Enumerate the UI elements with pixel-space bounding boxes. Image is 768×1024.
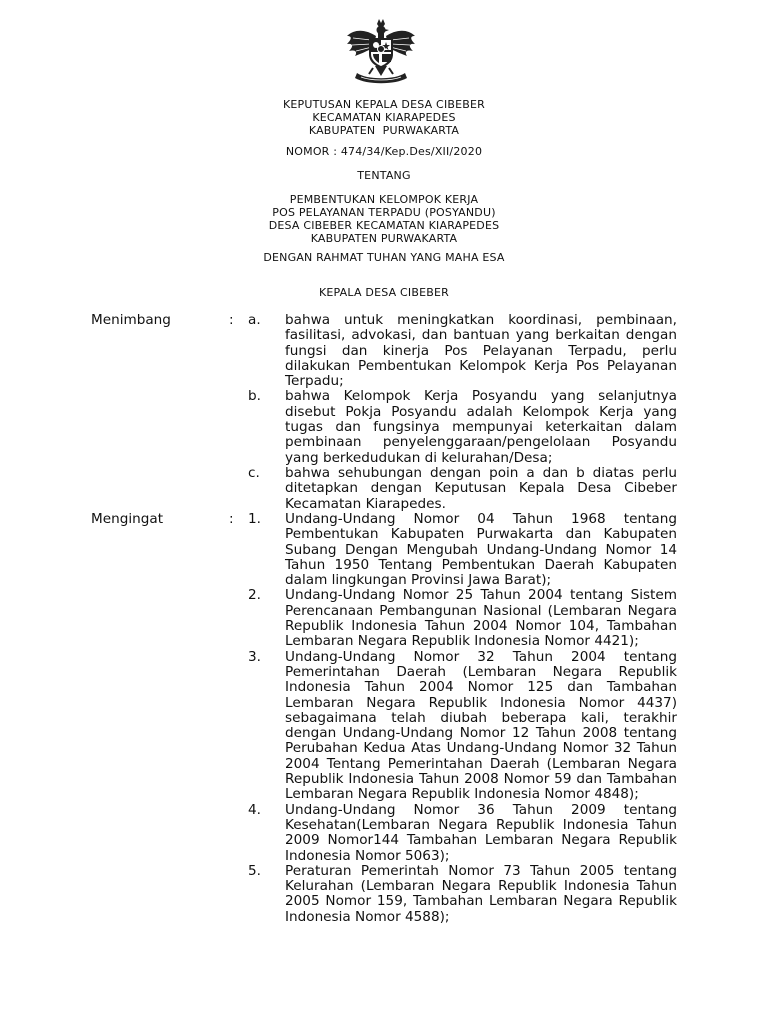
- title-line: KABUPATEN PURWAKARTA: [308, 124, 460, 137]
- list-item: [0, 313, 768, 389]
- menimbang-section: [0, 313, 768, 512]
- item-text: Undang-Undang Nomor 25 Tahun 2004 tentang Sistem Perencanaan Pembangunan Nasional (Lembaran Negara Republik Indonesia Tahun 2004 Nomor 104, Tambahan Lembaran Negara Republik Indonesia Nomor 4421);: [285, 587, 677, 650]
- item-marker: b.: [248, 388, 261, 405]
- item-text: Undang-Undang Nomor 32 Tahun 2004 tentang Pemerintahan Daerah (Lembaran Negara Republik Indonesia Tahun 2004 Nomor 125 dan Tambahan Lembaran Negara Republik Indonesia Nomor 4437) sebagaimana telah diubah beberapa kali, terakhir dengan Undang-Undang Nomor 12 Tahun 2008 tentang Perubahan Kedua Atas Undang-Undang Nomor 32 Tahun 2004 Tentang Pemerintahan Daerah (Lembaran Negara Republik Indonesia Tahun 2008 Nomor 59 dan Tambahan Lembaran Negara Republik Indonesia Nomor 4848);: [285, 648, 677, 803]
- item-marker: 1.: [248, 511, 261, 527]
- section-colon: :: [229, 312, 234, 328]
- title-line: KECAMATAN KIARAPEDES: [312, 111, 456, 124]
- list-item: [0, 803, 768, 864]
- subject-line: DESA CIBEBER KECAMATAN KIARAPEDES: [268, 219, 500, 232]
- item-marker: 3.: [248, 648, 261, 665]
- issuer-text: KEPALA DESA CIBEBER: [318, 286, 449, 299]
- decree-number: [0, 145, 768, 158]
- item-text: Undang-Undang Nomor 36 Tahun 2009 tentang Kesehatan(Lembaran Negara Republik Indonesia Tahun 2009 Nomor144 Tambahan Lembaran Negara Republik Indonesia Nomor 5063);: [285, 801, 677, 864]
- item-text: bahwa untuk meningkatkan koordinasi, pembinaan, fasilitasi, advokasi, dan bantuan yang berkaitan dengan fungsi dan kinerja Pos Pelayanan Terpadu, perlu dilakukan Pembentukan Kelompok Kerja Pos Pelayanan Terpadu;: [285, 312, 677, 390]
- decree-title: [0, 98, 768, 137]
- section-colon: :: [229, 511, 234, 527]
- list-item: [0, 512, 768, 588]
- section-label: Mengingat: [91, 511, 164, 527]
- item-text: Peraturan Pemerintah Nomor 73 Tahun 2005 tentang Kelurahan (Lembaran Negara Republik Indonesia Tahun 2005 Nomor 159, Tambahan Lembaran Negara Republik Indonesia Nomor 4588);: [285, 862, 677, 925]
- section-label: Menimbang: [91, 312, 171, 328]
- title-line: KEPUTUSAN KEPALA DESA CIBEBER: [282, 98, 486, 111]
- list-item: [0, 389, 768, 465]
- mengingat-section: [0, 512, 768, 925]
- rahmat-line: [0, 251, 768, 264]
- list-item: [0, 650, 768, 803]
- item-text: bahwa sehubungan dengan poin a dan b diatas perlu ditetapkan dengan Keputusan Kepala Desa Cibeber Kecamatan Kiarapedes.: [285, 464, 677, 512]
- decree-subject: [0, 193, 768, 245]
- list-item: [0, 864, 768, 925]
- item-marker: 5.: [248, 862, 261, 879]
- subject-line: KABUPATEN PURWAKARTA: [310, 232, 458, 245]
- item-marker: 4.: [248, 801, 261, 818]
- list-item: [0, 466, 768, 512]
- tentang-heading: [0, 169, 768, 182]
- tentang-line: TENTANG: [357, 169, 411, 182]
- issuer-line: [0, 286, 768, 299]
- nomor-line: NOMOR : 474/34/Kep.Des/XII/2020: [285, 145, 483, 158]
- item-text: Undang-Undang Nomor 04 Tahun 1968 tentang Pembentukan Kabupaten Purwakarta dan Kabupaten Subang Dengan Mengubah Undang-Undang Nomor 14 Tahun 1950 Tentang Pembentukan Daerah Kabupaten dalam lingkungan Provinsi Jawa Barat);: [285, 511, 677, 589]
- subject-line: PEMBENTUKAN KELOMPOK KERJA: [289, 193, 479, 206]
- rahmat-text: DENGAN RAHMAT TUHAN YANG MAHA ESA: [263, 251, 505, 264]
- item-marker: 2.: [248, 587, 261, 604]
- item-marker: a.: [248, 312, 261, 328]
- garuda-emblem-icon: [343, 18, 419, 86]
- list-item: [0, 588, 768, 649]
- subject-line: POS PELAYANAN TERPADU (POSYANDU): [272, 206, 496, 219]
- item-text: bahwa Kelompok Kerja Posyandu yang selanjutnya disebut Pokja Posyandu adalah Kelompok Kerja yang tugas dan fungsinya mempunyai keterkaitan dalam pembinaan penyelenggaraan/pengelolaan Posyandu yang berkedudukan di kelurahan/Desa;: [285, 388, 677, 466]
- item-marker: c.: [248, 464, 260, 481]
